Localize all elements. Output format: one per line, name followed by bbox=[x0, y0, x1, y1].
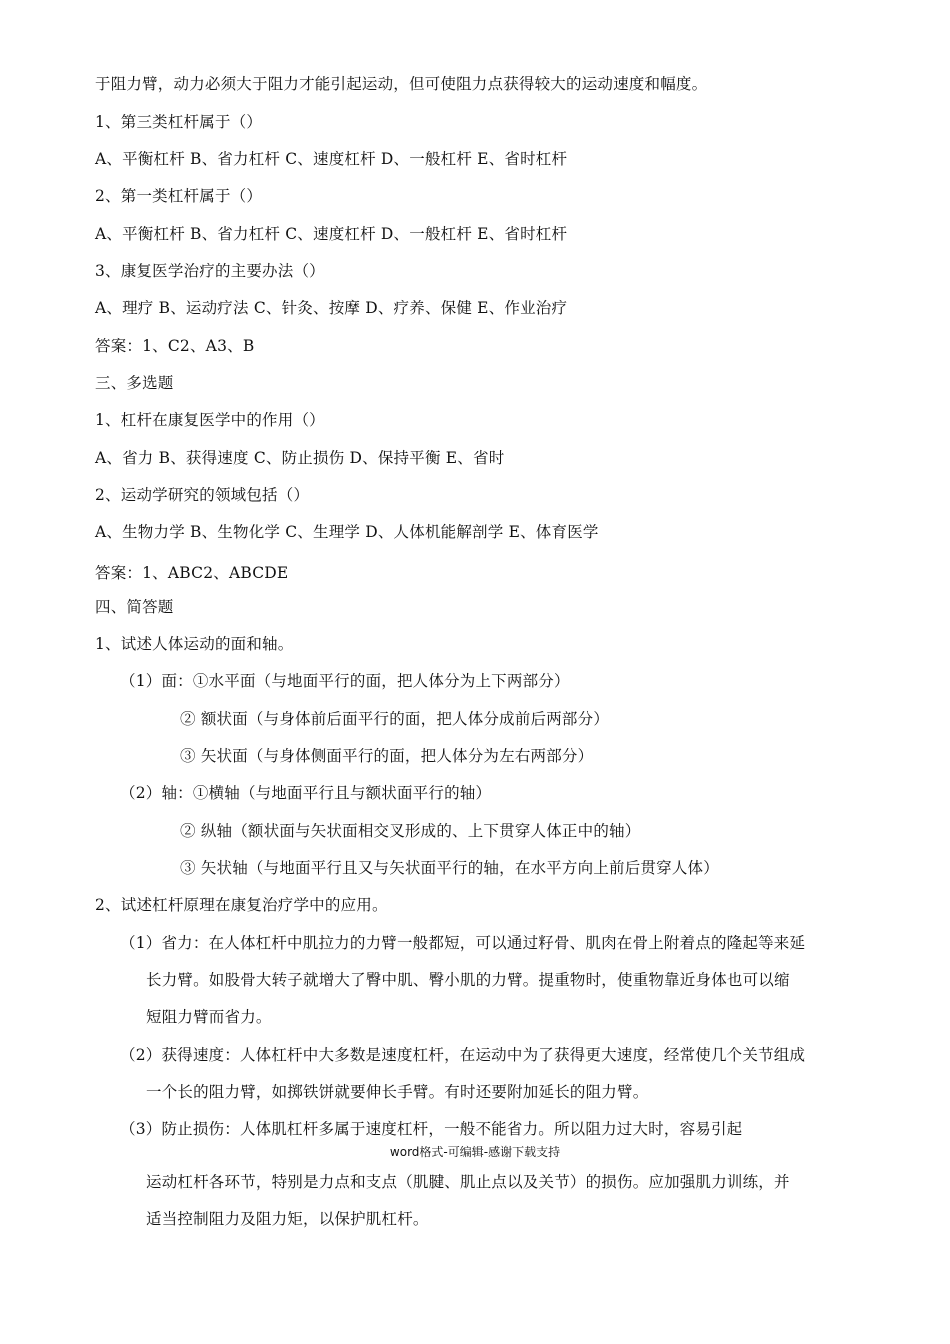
options-line: A、平衡杠杆 B、省力杠杆 C、速度杠杆 D、一般杠杆 E、省时杠杆 bbox=[95, 150, 568, 168]
answer-item: （2）获得速度：人体杠杆中大多数是速度杠杆，在运动中为了获得更大速度，经常使几个关节组成 bbox=[120, 1046, 806, 1064]
question-line: 3、康复医学治疗的主要办法（） bbox=[95, 262, 325, 280]
question-line: 2、试述杠杆原理在康复治疗学中的应用。 bbox=[95, 896, 388, 914]
options-line: A、理疗 B、运动疗法 C、针灸、按摩 D、疗养、保健 E、作业治疗 bbox=[95, 299, 568, 317]
answer-subitem: ③ 矢状轴（与地面平行且又与矢状面平行的轴，在水平方向上前后贯穿人体） bbox=[180, 859, 719, 877]
question-line: 1、杠杆在康复医学中的作用（） bbox=[95, 411, 325, 429]
answer-continuation: 适当控制阻力及阻力矩，以保护肌杠杆。 bbox=[146, 1210, 429, 1228]
answer-item: （3）防止损伤：人体肌杠杆多属于速度杠杆，一般不能省力。所以阻力过大时，容易引起 bbox=[120, 1120, 743, 1138]
answer-line: 答案：1、C2、A3、B bbox=[95, 337, 255, 355]
answer-subitem: ② 纵轴（额状面与矢状面相交叉形成的、上下贯穿人体正中的轴） bbox=[180, 822, 641, 840]
answer-item: （1）面：①水平面（与地面平行的面，把人体分为上下两部分） bbox=[120, 672, 570, 690]
question-line: 2、第一类杠杆属于（） bbox=[95, 187, 263, 205]
answer-subitem: ③ 矢状面（与身体侧面平行的面，把人体分为左右两部分） bbox=[180, 747, 594, 765]
answer-continuation: 一个长的阻力臂，如掷铁饼就要伸长手臂。有时还要附加延长的阻力臂。 bbox=[146, 1083, 649, 1101]
section-heading: 四、简答题 bbox=[95, 598, 174, 616]
answer-line: 答案：1、ABC2、ABCDE bbox=[95, 564, 289, 582]
page-footer: word格式-可编辑-感谢下载支持 bbox=[389, 1145, 561, 1159]
answer-item: （2）轴：①横轴（与地面平行且与额状面平行的轴） bbox=[120, 784, 492, 802]
options-line: A、平衡杠杆 B、省力杠杆 C、速度杠杆 D、一般杠杆 E、省时杠杆 bbox=[95, 225, 568, 243]
answer-continuation: 长力臂。如股骨大转子就增大了臀中肌、臀小肌的力臂。提重物时，使重物靠近身体也可以缩 bbox=[146, 971, 790, 989]
text-line: 于阻力臂，动力必须大于阻力才能引起运动，但可使阻力点获得较大的运动速度和幅度。 bbox=[95, 75, 708, 93]
section-heading: 三、多选题 bbox=[95, 374, 174, 392]
answer-continuation: 短阻力臂而省力。 bbox=[146, 1008, 272, 1026]
question-line: 1、试述人体运动的面和轴。 bbox=[95, 635, 294, 653]
answer-continuation: 运动杠杆各环节，特别是力点和支点（肌腱、肌止点以及关节）的损伤。应加强肌力训练，并 bbox=[146, 1173, 790, 1191]
answer-item: （1）省力：在人体杠杆中肌拉力的力臂一般都短，可以通过籽骨、肌肉在骨上附着点的隆起等来延 bbox=[120, 934, 806, 952]
options-line: A、省力 B、获得速度 C、防止损伤 D、保持平衡 E、省时 bbox=[95, 449, 505, 467]
options-line: A、生物力学 B、生物化学 C、生理学 D、人体机能解剖学 E、体育医学 bbox=[95, 523, 599, 541]
question-line: 1、第三类杠杆属于（） bbox=[95, 113, 263, 131]
question-line: 2、运动学研究的领域包括（） bbox=[95, 486, 310, 504]
answer-subitem: ② 额状面（与身体前后面平行的面，把人体分成前后两部分） bbox=[180, 710, 610, 728]
